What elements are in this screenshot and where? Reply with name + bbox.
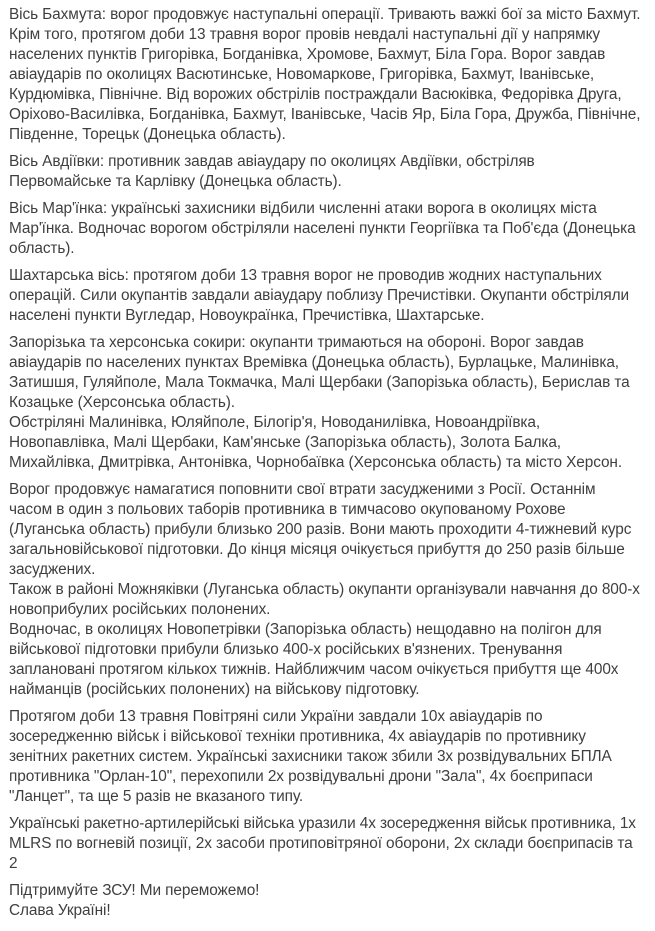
- paragraph-air-force-strikes: Протягом доби 13 травня Повітряні сили України завдали 10х авіаударів по зосередженню військ і військової техніки противника, 4х авіаударів по противнику зенітних ракетних систем. Українські захисники також збили 3х розвідувальних БПЛА противника "Орлан-10", перехопили 2х розвідувальні дрони "Зала", 4х боєприпаси "Ланцет", та ще 5 разів не вказаного типу.: [9, 708, 612, 805]
- paragraph-marinka-axis: Вісь Мар'їнка: українські захисники відбили численні атаки ворога в околицях міста Мар'їнка. Водночас ворогом обстріляли населені пункти Георгіївка та Поб'єда (Донецька область).: [9, 200, 636, 257]
- paragraph-slava-ukraini: Слава Україні!: [9, 902, 111, 919]
- paragraph-avdiivka-axis: Вісь Авдіївки: противник завдав авіаудару по околицях Авдіївки, обстріляв Первомайське та Карлівку (Донецька область).: [9, 153, 535, 190]
- paragraph-shelled-settlements: Обстріляні Малинівка, Юляйполе, Білогір'я, Новоданилівка, Новоандріївка, Новопавлівка, Малі Щербаки, Кам'янське (Запорізька область), Золота Балка, Михайлівка, Дмитрівка, Антонівка, Чорнобаївка (Херсонська область) та місто Херсон.: [9, 414, 622, 471]
- paragraph-convicts-replenishment: Ворог продовжує намагатися поповнити свої втрати засудженими з Росії. Останнім часом в один з польових таборів противника в тимчасово окупованому Рохове (Луганська область) прибули близько 200 разів. Вони мають проходити 4-тижневий курс загальновійськової підготовки. До кінця місяця очікується прибуття до 250 разів більше засуджених.: [9, 481, 632, 578]
- paragraph-zaporizhzhia-kherson-axes: Запорізька та херсонська сокири: окупанти тримаються на обороні. Ворог завдав авіаударів по населених пунктах Времівка (Донецька область), Бурлацьке, Малинівка, Затишшя, Гуляйполе, Мала Токмачка, Малі Щербаки (Запорізька область), Берислав та Козацьке (Херсонська область).: [9, 334, 630, 411]
- paragraph-shakhtarsk-axis: Шахтарська вісь: протягом доби 13 травня ворог не проводив жодних наступальних операцій. Сили окупантів завдали авіаудару поблизу Пречистівки. Окупанти обстріляли населені пункти Вугледар, Новоукраїнка, Пречистівка, Шахтарське.: [9, 267, 629, 324]
- paragraph-support-zsu: Підтримуйте ЗСУ! Ми переможемо!: [9, 882, 260, 899]
- paragraph-novopetrivka-training: Водночас, в околицях Новопетрівки (Запорізька область) нещодавно на полігон для військової підготовки прибули близько 400-х російських в'язнених. Тренування заплановані протягом кількох тижнів. Найближчим часом очікується прибуття ще 400х найманців (російських полонених) на військову підготовку.: [9, 621, 619, 698]
- paragraph-bakhmut-axis: Вісь Бахмута: ворог продовжує наступальні операції. Тривають важкі бої за місто Бахмут. Крім того, протягом доби 13 травня ворог провів невдалі наступальні дії у напрямку населених пунктів Григорівка, Богданівка, Хромове, Бахмут, Біла Гора. Ворог завдав авіаударів по околицях Васютинське, Новомаркове, Григорівка, Бахмут, Іванівське, Курдюмівка, Північне. Від ворожих обстрілів постраждали Васюківка, Федорівка Друга, Оріхово-Василівка, Богданівка, Бахмут, Іванівське, Часів Яр, Біла Гора, Дружба, Північне, Південне, Торецьк (Донецька область).: [9, 6, 641, 143]
- paragraph-rocket-artillery-strikes: Українські ракетно-артилерійські війська уразили 4х зосередження військ противника, 1х MLRS по вогневій позиції, 2х засоби протиповітряної оборони, 2х склади боєприпасів та 2: [9, 815, 636, 872]
- paragraph-mozhniakivka-training: Також в районі Можняківки (Луганська область) окупанти організували навчання до 800-х новоприбулих російських полонених.: [9, 581, 640, 618]
